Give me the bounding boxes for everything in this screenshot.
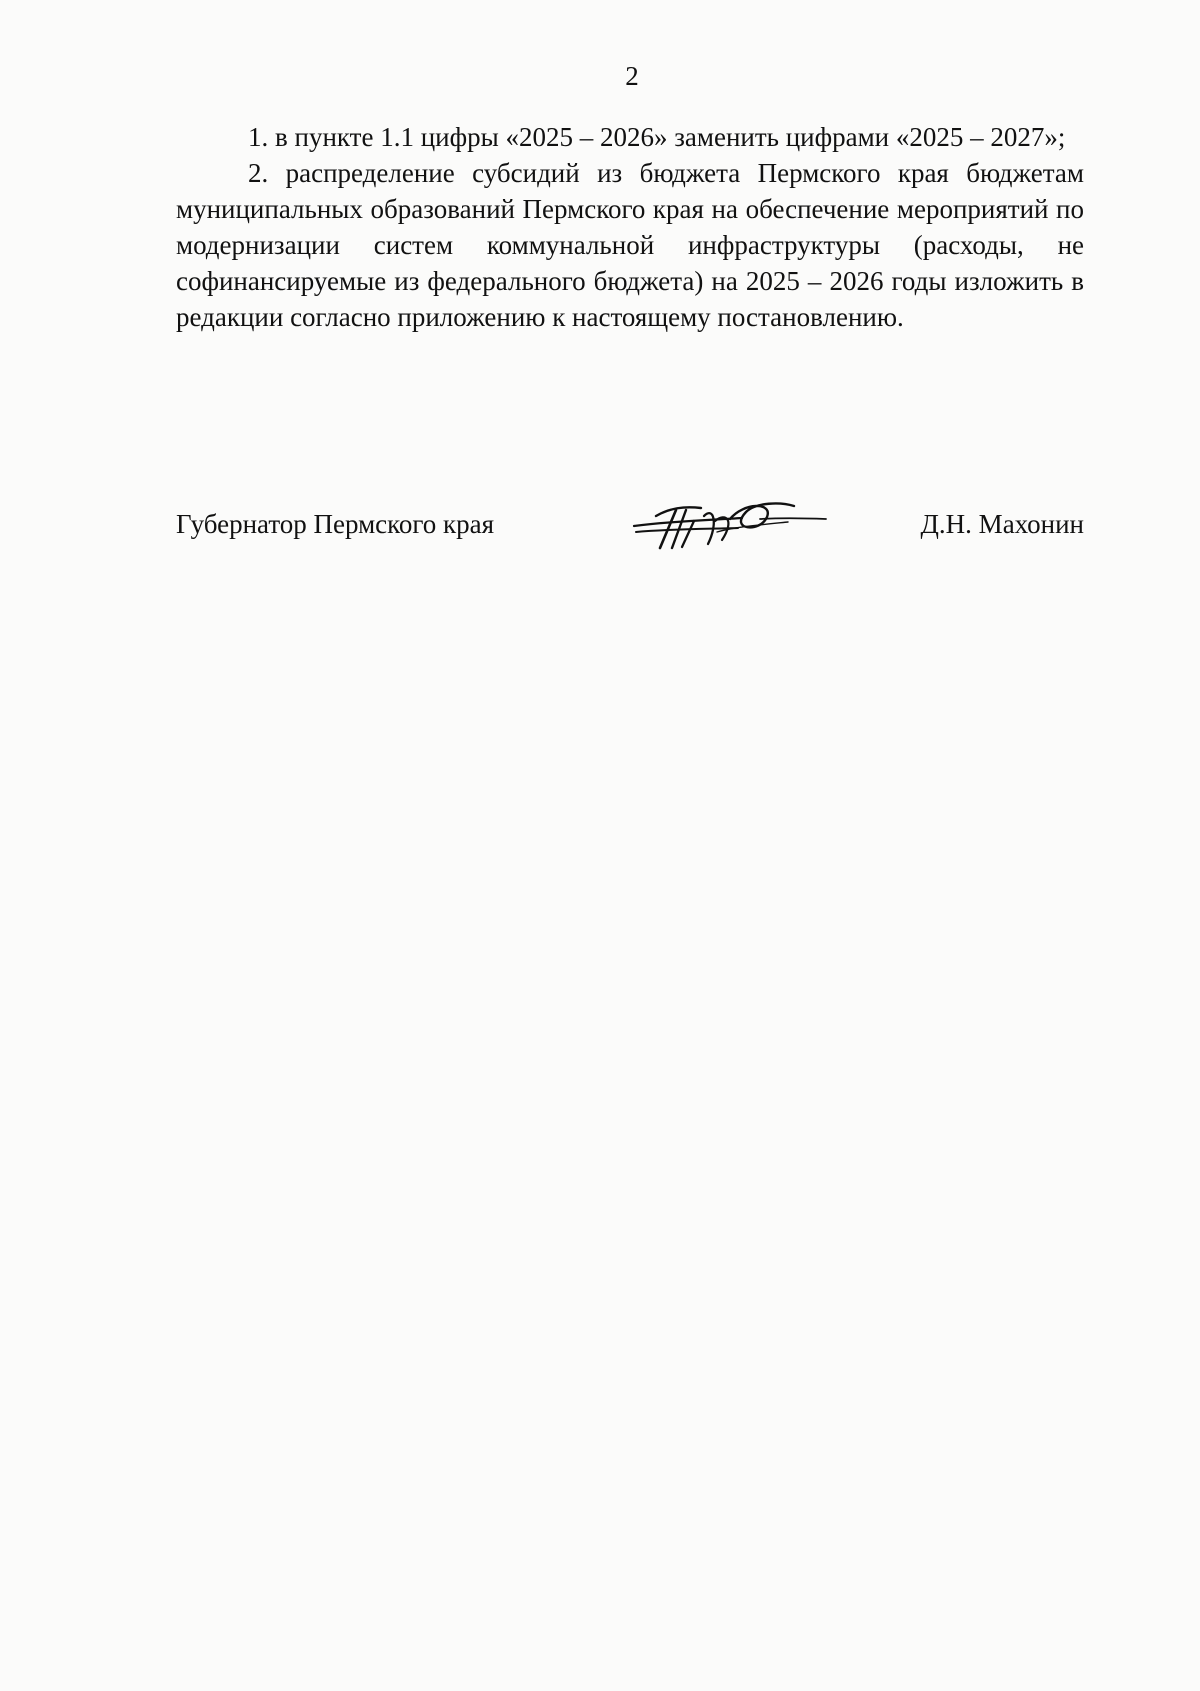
page-number: 2 — [625, 61, 639, 91]
paragraph-2: 2. распределение субсидий из бюджета Пермского края бюджетам муниципальных образований Пермского края на обеспечение мероприятий по модернизации систем коммунальной инфраструктуры (расходы, не софинансируемые из федерального бюджета) на 2025 – 2026 годы изложить в редакции согласно приложению к настоящему постановлению. — [176, 158, 1084, 332]
signature-block — [176, 506, 1084, 566]
signer-name: Д.Н. Махонин — [920, 509, 1084, 539]
document-body — [176, 119, 1084, 335]
signer-title: Губернатор Пермского края — [176, 509, 495, 539]
paragraph-1: 1. в пункте 1.1 цифры «2025 – 2026» заменить цифрами «2025 – 2027»; — [248, 122, 1066, 152]
handwritten-signature — [622, 488, 832, 558]
